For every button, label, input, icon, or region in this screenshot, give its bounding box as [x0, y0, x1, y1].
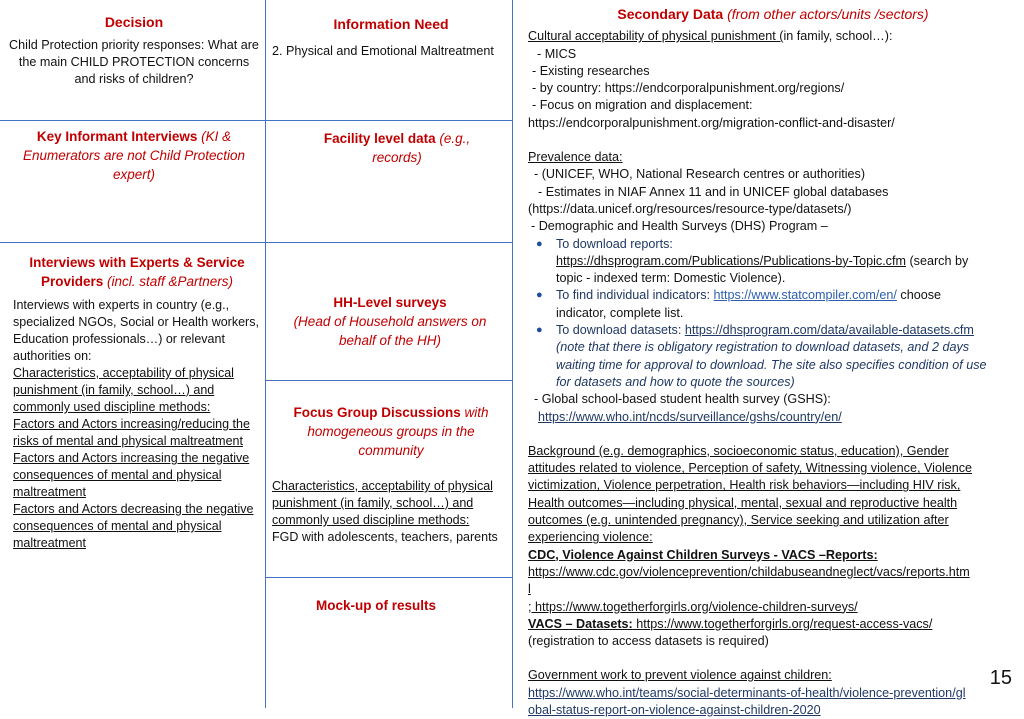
col-divider-1	[265, 0, 266, 708]
experts-item: Factors and Actors decreasing the negative consequences of mental and physical maltreatment	[13, 502, 254, 550]
secondary-line: - by country: https://endcorporalpunishment.org/regions/	[532, 81, 845, 96]
vacs-title: VACS – Datasets:	[528, 616, 633, 631]
background-line: victimization, Violence perpetration, Health risk behaviors—including HIV risk,	[528, 478, 961, 493]
dhs-reports-link[interactable]: https://dhsprogram.com/Publications/Publications-by-Topic.cfm	[556, 253, 906, 268]
fgd-text: FGD with adolescents, teachers, parents	[272, 530, 498, 544]
secondary-line: (https://data.unicef.org/resources/resource-type/datasets/)	[528, 201, 852, 216]
hh-cell	[280, 293, 500, 350]
secondary-line: - Existing researches	[532, 63, 650, 78]
dhs-indicators-item: ● To find individual indicators: https://www.statcompiler.com/en/ choose indicator, complete list.	[536, 288, 942, 320]
cdc-reports-link-end[interactable]: l	[528, 582, 531, 597]
decision-heading: Decision	[104, 14, 164, 30]
background-line: experiencing violence:	[528, 530, 653, 545]
fgd-heading: Focus Group Discussions	[293, 405, 461, 420]
who-violence-link[interactable]: https://www.who.int/teams/social-determinants-of-health/violence-prevention/gl	[528, 685, 966, 700]
experts-cell	[13, 253, 261, 552]
dhs-datasets-item: ● To download datasets: https://dhsprogram.com/data/available-datasets.cfm (note that there is obligatory registration to download datasets, and 2 days waiting time for approval to download. The site also specifies condition of use for datasets and how to quote the sources)	[536, 323, 987, 389]
facility-heading: Facility level data	[323, 131, 436, 146]
row-divider-2	[0, 242, 512, 243]
secondary-line: - Focus on migration and displacement:	[532, 98, 753, 113]
fgd-sub: with homogeneous groups in the community	[307, 405, 489, 458]
secondary-line: - MICS	[537, 46, 577, 61]
experts-sub: (incl. staff &Partners)	[107, 274, 234, 289]
dhs-datasets-link[interactable]: https://dhsprogram.com/data/available-datasets.cfm	[684, 323, 974, 338]
who-violence-link-2[interactable]: obal-status-report-on-violence-against-children-2020	[528, 702, 821, 717]
vacs-note: (registration to access datasets is required)	[528, 634, 769, 649]
hh-sub: (Head of Household answers on behalf of the HH)	[293, 314, 487, 348]
cdc-reports-link[interactable]: https://www.cdc.gov/violenceprevention/childabuseandneglect/vacs/reports.htm	[528, 564, 970, 579]
info-need-heading: Information Need	[333, 16, 449, 32]
vacs-link[interactable]: https://www.togetherforgirls.org/request-access-vacs/	[632, 616, 933, 631]
background-line: attitudes related to violence, Perception of safety, Witnessing violence, Violence	[528, 461, 973, 476]
experts-heading: Interviews with Experts & Service Providers	[29, 255, 245, 289]
secondary-line: - (UNICEF, WHO, National Research centres or authorities)	[534, 167, 866, 182]
col-divider-2	[512, 0, 513, 708]
gov-title: Government work to prevent violence against children:	[528, 668, 832, 683]
mockup-heading: Mock-up of results	[315, 598, 436, 613]
background-line: outcomes (e.g. unintended pregnancy), Service seeking and utilization after	[528, 513, 949, 528]
ki-heading: Key Informant Interviews	[36, 129, 198, 144]
page-number: 15	[986, 666, 1012, 690]
secondary-heading: Secondary Data	[617, 6, 724, 22]
background-line: Health outcomes—including physical, mental, sexual and reproductive health	[528, 495, 958, 510]
cultural-title: Cultural acceptability of physical punishment (in family, school…):	[528, 29, 893, 44]
cdc-title: CDC, Violence Against Children Surveys - VACS –Reports:	[528, 547, 878, 562]
experts-item: Characteristics, acceptability of physical punishment (in family, school…) and commonly used discipline methods:	[13, 366, 234, 414]
info-need-cell	[272, 16, 510, 60]
togetherforgirls-link[interactable]: ; https://www.togetherforgirls.org/violence-children-surveys/	[528, 599, 858, 614]
bullet-icon: ●	[536, 324, 543, 337]
facility-sub: (e.g., records)	[372, 131, 471, 165]
facility-cell	[312, 129, 482, 167]
experts-intro: Interviews with experts in country (e.g., specialized NGOs, Social or Health workers, Education professionals…) or relevant authorities on:	[13, 298, 259, 363]
secondary-heading-sub: (from other actors/units /sectors)	[727, 6, 929, 22]
row-divider-1	[0, 120, 512, 121]
gshs-line: - Global school-based student health survey (GSHS):	[534, 392, 831, 407]
secondary-line: - Demographic and Health Surveys (DHS) Program –	[531, 219, 828, 234]
decision-text: Child Protection priority responses: What are the main CHILD PROTECTION concerns and risks of children?	[9, 38, 259, 86]
experts-item: Factors and Actors increasing/reducing the risks of mental and physical maltreatment	[13, 417, 250, 448]
ki-cell	[14, 127, 254, 184]
fgd-cell	[272, 403, 510, 546]
prevalence-title: Prevalence data:	[528, 150, 623, 165]
row-divider-4	[265, 577, 512, 578]
info-need-text: 2. Physical and Emotional Maltreatment	[272, 44, 494, 58]
hh-heading: HH-Level surveys	[333, 295, 447, 310]
statcompiler-link[interactable]: https://www.statcompiler.com/en/	[713, 288, 897, 303]
ki-sub: (KI & Enumerators are not Child Protection expert)	[22, 129, 246, 182]
row-divider-3	[265, 380, 512, 381]
bullet-icon: ●	[536, 237, 543, 250]
bullet-icon: ●	[536, 289, 543, 302]
experts-item: Factors and Actors increasing the negative consequences of mental and physical maltreatment	[13, 451, 250, 499]
dhs-reports-item: ● To download reports: https://dhsprogram.com/Publications/Publications-by-Topic.cfm (search by topic - indexed term: Domestic Violence).	[536, 236, 969, 286]
fgd-topic: Characteristics, acceptability of physical punishment (in family, school…) and commonly used discipline methods:	[272, 479, 493, 527]
gshs-link[interactable]: https://www.who.int/ncds/surveillance/gshs/country/en/	[538, 409, 842, 424]
secondary-cell	[528, 6, 1018, 719]
decision-cell	[8, 14, 260, 88]
secondary-line: https://endcorporalpunishment.org/migration-conflict-and-disaster/	[528, 115, 895, 130]
background-line: Background (e.g. demographics, socioeconomic status, education), Gender	[528, 443, 949, 458]
secondary-line: - Estimates in NIAF Annex 11 and in UNICEF global databases	[538, 184, 889, 199]
